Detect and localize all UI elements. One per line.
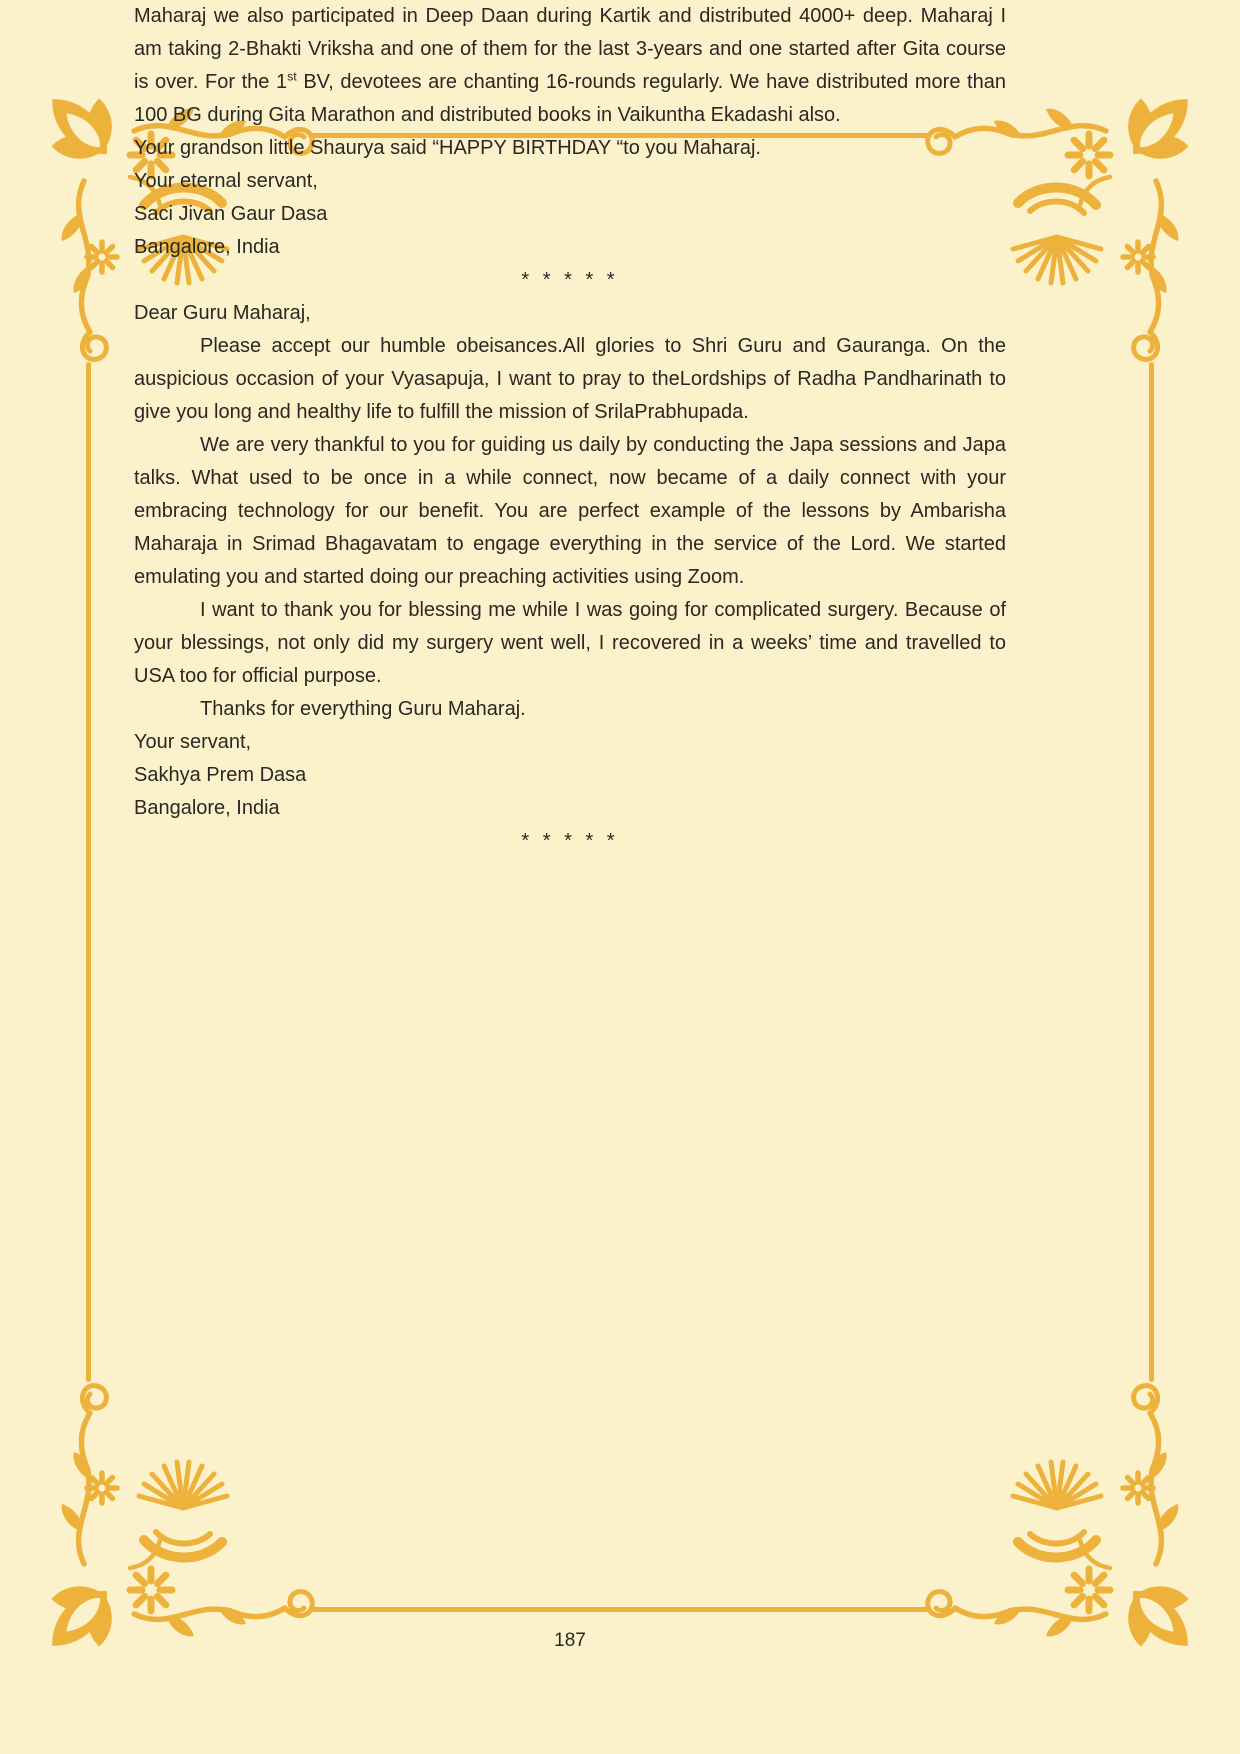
floral-corner-ornament-bottom-left bbox=[38, 1360, 338, 1660]
floral-corner-ornament-bottom-right bbox=[902, 1360, 1202, 1660]
page-number: 187 bbox=[554, 1630, 586, 1651]
letter2-salutation: Dear Guru Maharaj, bbox=[134, 302, 311, 324]
border-line-left bbox=[86, 362, 91, 1382]
paragraph-surgery: I want to thank you for blessing me while I was going for complicated surgery. Because of your blessings, not only did my surgery went well, I recovered in a weeks’ time and travelled to USA too for official purpose. bbox=[134, 599, 1006, 687]
section-separator-stars: * * * * * bbox=[521, 830, 619, 852]
section-separator-stars: * * * * * bbox=[521, 269, 619, 291]
paragraph-japa-sessions: We are very thankful to you for guiding us daily by conducting the Japa sessions and Japa talks. What used to be once in a while connect, now became of a daily connect with your embracing technology for our benefit. You are perfect example of the lessons by Ambarisha Maharaja in Srimad Bhagavatam to engage everything in the service of the Lord. We started emulating you and started doing our preaching activities using Zoom. bbox=[134, 434, 1006, 588]
letter2-closing: Your servant, bbox=[134, 731, 252, 753]
letter2-signature: Sakhya Prem Dasa bbox=[134, 764, 307, 786]
line-thanks: Thanks for everything Guru Maharaj. bbox=[200, 698, 526, 720]
paragraph-obeisances: Please accept our humble obeisances.All glories to Shri Guru and Gauranga. On the auspicious occasion of your Vyasapuja, I want to pray to theLordships of Radha Pandharinath to give you long and healthy life to fulfill the mission of SrilaPrabhupada. bbox=[134, 335, 1006, 423]
superscript-st: st bbox=[287, 69, 297, 84]
letter1-location: Bangalore, India bbox=[134, 236, 280, 258]
letter2-location: Bangalore, India bbox=[134, 797, 280, 819]
letter1-closing: Your eternal servant, bbox=[134, 170, 318, 192]
line-grandson-birthday: Your grandson little Shaurya said “HAPPY BIRTHDAY “to you Maharaj. bbox=[134, 137, 761, 159]
paragraph-deep-daan-text-rest: BV, devotees are chanting 16-rounds regularly. We have distributed more than 100 BG during Gita Marathon and distributed books in Vaikuntha Ekadashi also. bbox=[134, 71, 1006, 126]
paragraph-deep-daan bbox=[134, 0, 1006, 132]
letter-content bbox=[134, 0, 1006, 858]
letter1-signature: Saci Jivan Gaur Dasa bbox=[134, 203, 328, 225]
border-line-right bbox=[1149, 362, 1154, 1382]
paragraph-deep-daan-text: Maharaj we also participated in Deep Daan during Kartik and distributed 4000+ deep. Maharaj I am taking 2-Bhakti Vriksha and one of them for the last 3-years and one started after Gita course is over. For the 1 bbox=[134, 5, 1006, 93]
border-line-bottom bbox=[308, 1607, 932, 1612]
